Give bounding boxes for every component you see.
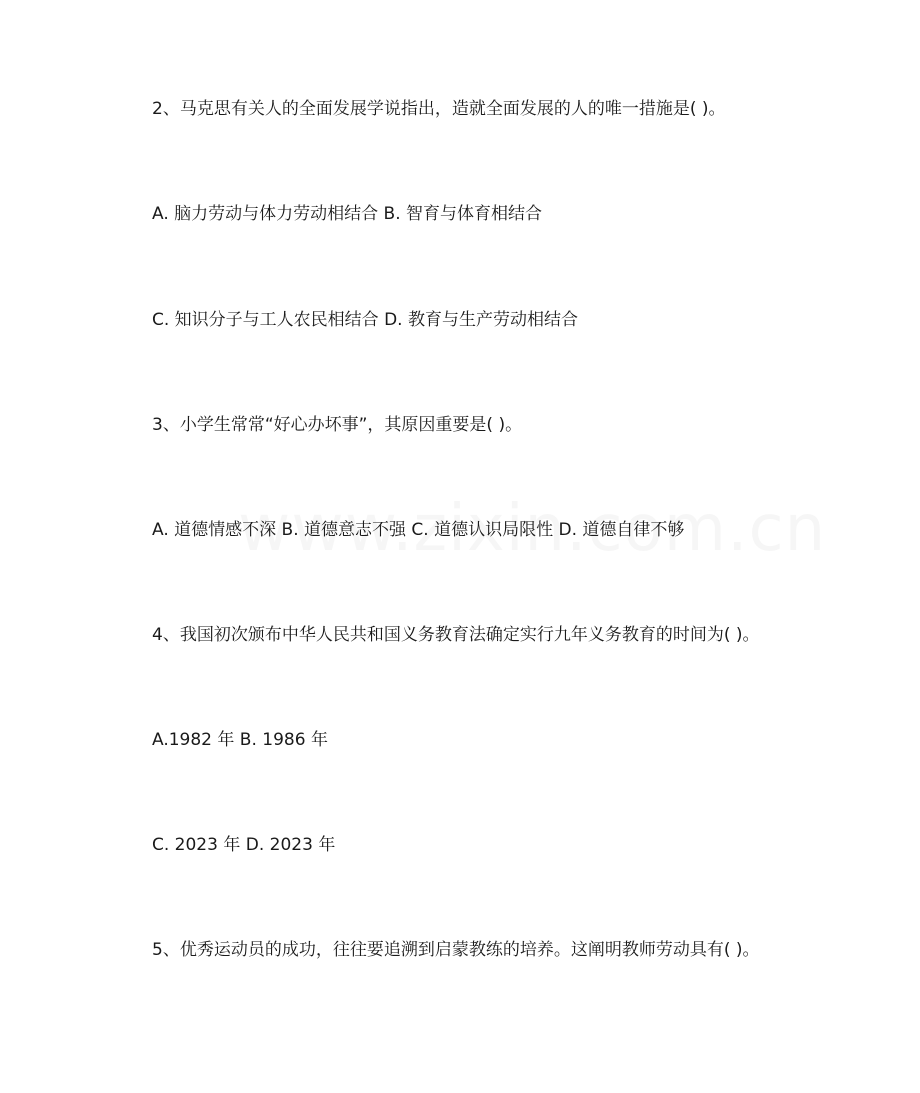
question-2-options-ab: A. 脑力劳动与体力劳动相结合 B. 智育与体育相结合 xyxy=(152,204,543,224)
question-4: 4、我国初次颁布中华人民共和国义务教育法确定实行九年义务教育的时间为( )。 xyxy=(152,625,760,645)
question-4-options-cd: C. 2023 年 D. 2023 年 xyxy=(152,835,336,855)
question-5: 5、优秀运动员的成功，往往要追溯到启蒙教练的培养。这阐明教师劳动具有( )。 xyxy=(152,940,760,960)
question-2-options-cd: C. 知识分子与工人农民相结合 D. 教育与生产劳动相结合 xyxy=(152,310,578,330)
question-2: 2、马克思有关人的全面发展学说指出，造就全面发展的人的唯一措施是( )。 xyxy=(152,99,726,119)
question-3-options: A. 道德情感不深 B. 道德意志不强 C. 道德认识局限性 D. 道德自律不够 xyxy=(152,520,685,540)
question-4-options-ab: A.1982 年 B. 1986 年 xyxy=(152,730,328,750)
question-3: 3、小学生常常“好心办坏事”，其原因重要是( )。 xyxy=(152,415,523,435)
